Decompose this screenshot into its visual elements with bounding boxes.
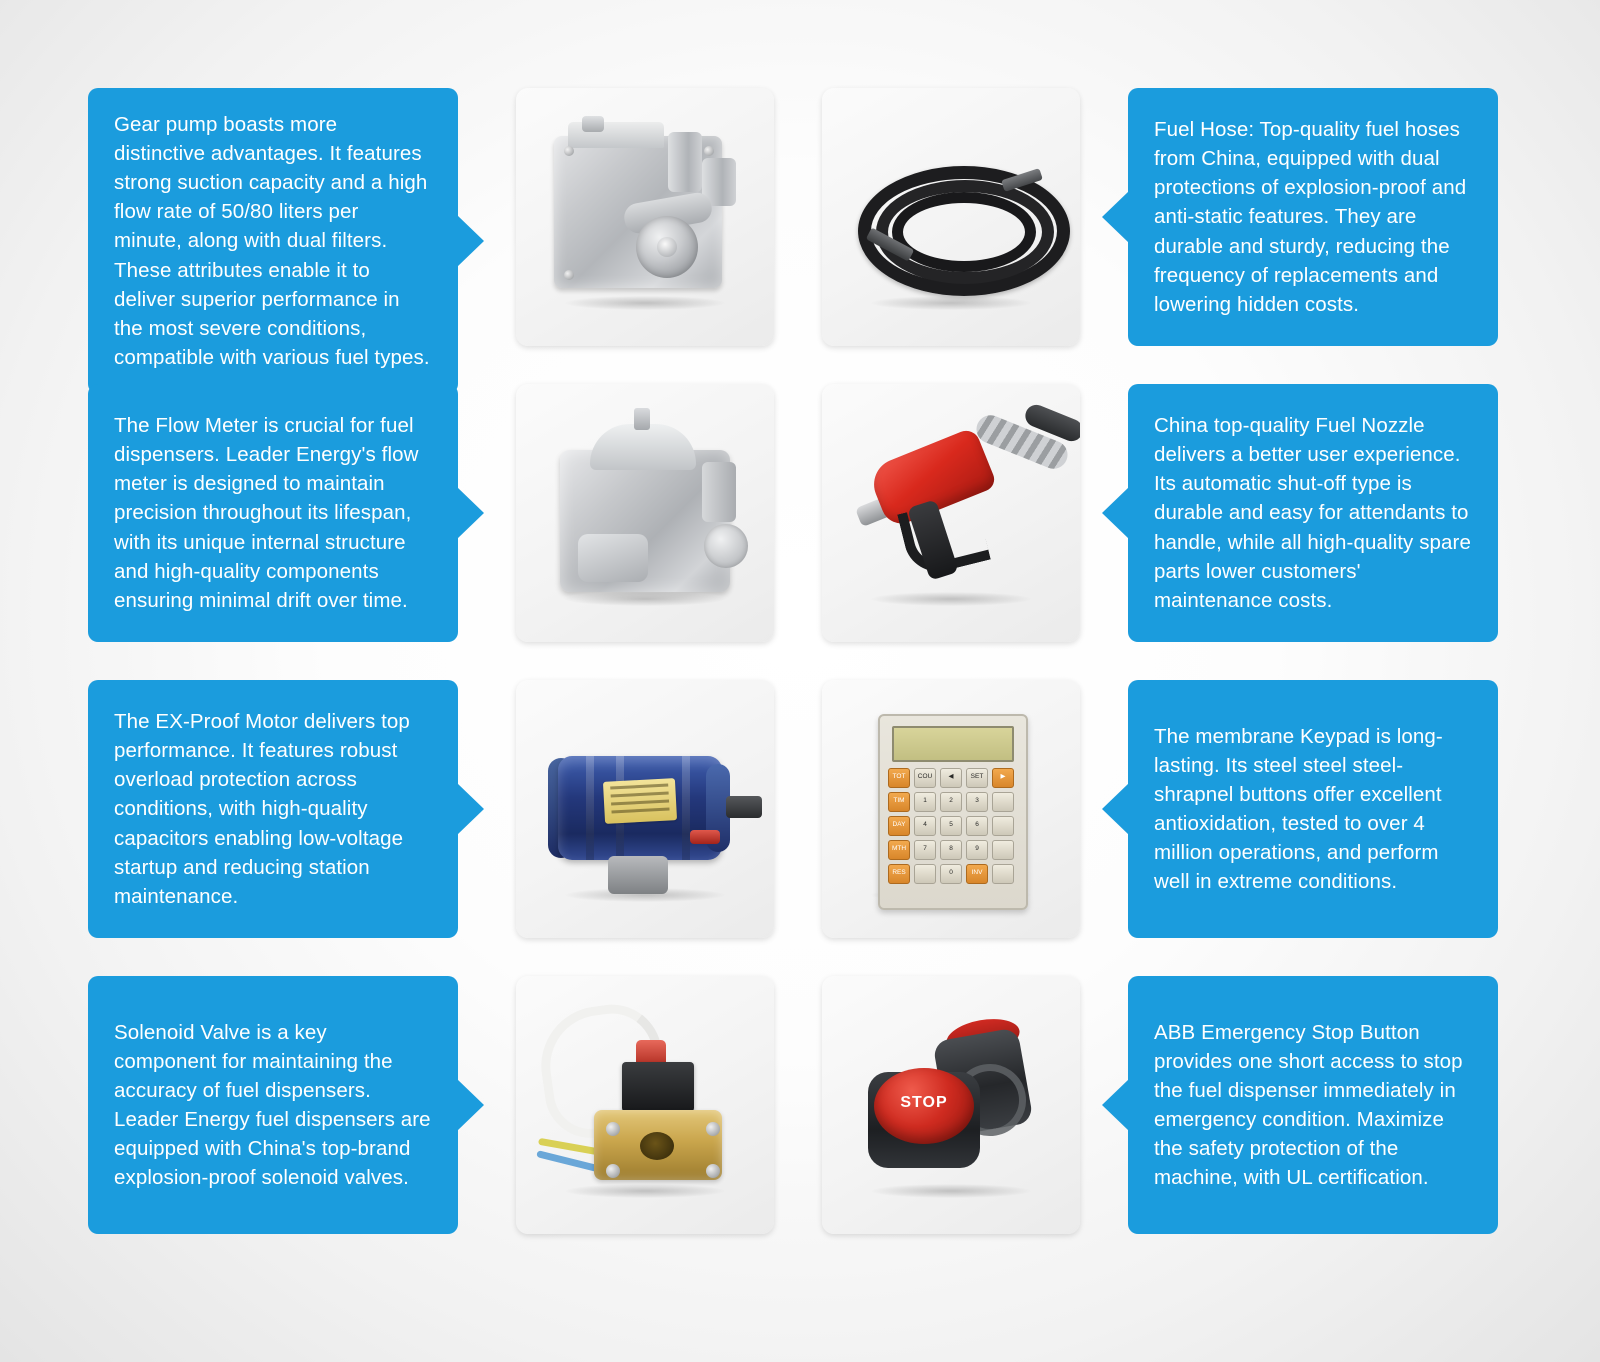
callout-ex-proof-motor [88, 680, 458, 938]
keypad-key-blank [992, 816, 1014, 836]
image-card-solenoid-valve [516, 976, 774, 1234]
motor-shaft [726, 796, 762, 818]
flow-meter-photo [516, 384, 774, 642]
callout-text: ABB Emergency Stop Button provides one short access to stop the fuel dispenser immediately in emergency condition. Maximize the safety protection of the machine, with UL certification. [1154, 1020, 1463, 1190]
callout-text: The EX-Proof Motor delivers top performance. It features robust overload protection across conditions, with high-quality capacitors enabling low-voltage startup and reducing station maintenance. [114, 710, 410, 908]
keypad-key[interactable]: ◀ [940, 768, 962, 788]
callout-membrane-keypad [1128, 680, 1498, 938]
valve-bolt [706, 1164, 720, 1178]
keypad-key[interactable]: INV [966, 864, 988, 884]
keypad-key[interactable]: 3 [966, 792, 988, 812]
valve-manual-override [636, 1040, 666, 1064]
callout-text: Fuel Hose: Top-quality fuel hoses from China, equipped with dual protections of explosion-proof and anti-static features. They are durable and sturdy, reducing the frequency of replacements and lowering hidden costs. [1154, 118, 1467, 316]
valve-bolt [606, 1164, 620, 1178]
meter-dome [590, 424, 696, 470]
stop-button-label: STOP [900, 1094, 948, 1111]
keypad-key[interactable]: SET [966, 768, 988, 788]
motor-mounting-foot [608, 856, 668, 894]
component-row [0, 976, 1600, 1254]
keypad-key-grid [888, 768, 1014, 884]
photo-shadow [871, 296, 1031, 310]
keypad-key-blank [992, 792, 1014, 812]
keypad-key[interactable]: 4 [914, 816, 936, 836]
component-row [0, 680, 1600, 958]
keypad-key[interactable]: 0 [940, 864, 962, 884]
meter-bottom-cap [578, 534, 648, 582]
callout-emergency-stop [1128, 976, 1498, 1234]
keypad-key[interactable]: 8 [940, 840, 962, 860]
component-row [0, 384, 1600, 662]
component-row [0, 88, 1600, 369]
fuel-nozzle-photo [822, 384, 1080, 642]
pump-bolt [564, 270, 574, 280]
valve-bolt [706, 1122, 720, 1136]
callout-fuel-nozzle [1128, 384, 1498, 642]
image-card-membrane-keypad [822, 680, 1080, 938]
photo-shadow [565, 1184, 725, 1198]
photo-shadow [871, 1184, 1031, 1198]
image-card-fuel-nozzle [822, 384, 1080, 642]
pump-pulley [636, 216, 698, 278]
callout-text: Solenoid Valve is a key component for maintaining the accuracy of fuel dispensers. Leader Energy fuel dispensers are equipped with China's top-brand explosion-proof solenoid valves. [114, 1020, 431, 1190]
pump-filter-a [668, 132, 702, 192]
keypad-key[interactable]: 5 [940, 816, 962, 836]
callout-text: The membrane Keypad is long-lasting. Its steel steel steel-shrapnel buttons offer excellent antioxidation, tested to over 4 million operations, and perform well in extreme conditions. [1154, 724, 1443, 894]
callout-flow-meter [88, 384, 458, 642]
gear-pump-photo [516, 88, 774, 346]
valve-bolt [606, 1122, 620, 1136]
meter-output-shaft [634, 408, 650, 430]
image-card-flow-meter [516, 384, 774, 642]
motor-fin [682, 756, 690, 860]
membrane-keypad-photo [822, 680, 1080, 938]
keypad-key[interactable]: RES [888, 864, 910, 884]
photo-shadow [565, 296, 725, 310]
motor-fin [586, 756, 594, 860]
photo-shadow [565, 592, 725, 606]
keypad-key[interactable]: COU [914, 768, 936, 788]
pump-inlet-nub [582, 116, 604, 132]
callout-text: China top-quality Fuel Nozzle delivers a better user experience. Its automatic shut-off type is durable and easy for attendants to handle, while all high-quality spare parts lower customers' maintenance costs. [1154, 414, 1471, 612]
image-card-gear-pump [516, 88, 774, 346]
image-card-fuel-hose [822, 88, 1080, 346]
keypad-key-blank [992, 864, 1014, 884]
fuel-hose-photo [822, 88, 1080, 346]
keypad-key[interactable]: 7 [914, 840, 936, 860]
callout-fuel-hose [1128, 88, 1498, 346]
keypad-key[interactable]: 2 [940, 792, 962, 812]
callout-text: The Flow Meter is crucial for fuel dispensers. Leader Energy's flow meter is designed to maintain precision throughout its lifespan, with its unique internal structure and high-quality components ensuring minimal drift over time. [114, 414, 419, 612]
photo-shadow [871, 592, 1031, 606]
hose-coil-inner [892, 192, 1036, 272]
component-grid [0, 88, 1600, 1254]
callout-text: Gear pump boasts more distinctive advantages. It features strong suction capacity and a high flow rate of 50/80 liters per minute, along with dual filters. These attributes enable it to deliver superior performance in the most severe conditions, compatible with various fuel types. [114, 113, 430, 369]
callout-gear-pump [88, 88, 458, 394]
keypad-key[interactable]: TOT [888, 768, 910, 788]
image-card-ex-proof-motor [516, 680, 774, 938]
keypad-key[interactable]: 1 [914, 792, 936, 812]
motor-nameplate [603, 778, 677, 824]
valve-solenoid-coil [622, 1062, 694, 1112]
keypad-key[interactable]: 9 [966, 840, 988, 860]
keypad-key-blank [992, 840, 1014, 860]
pump-bolt [704, 146, 714, 156]
keypad-key[interactable]: DAY [888, 816, 910, 836]
keypad-key-blank [914, 864, 936, 884]
valve-port [640, 1132, 674, 1160]
emergency-stop-photo [822, 976, 1080, 1234]
keypad-lcd-display [892, 726, 1014, 762]
solenoid-valve-photo [516, 976, 774, 1234]
keypad-key[interactable]: ▶ [992, 768, 1014, 788]
image-card-emergency-stop [822, 976, 1080, 1234]
keypad-key[interactable]: TIM [888, 792, 910, 812]
motor-terminal-cover [690, 830, 720, 844]
keypad-key[interactable]: 6 [966, 816, 988, 836]
keypad-key[interactable]: MTH [888, 840, 910, 860]
ex-proof-motor-photo [516, 680, 774, 938]
meter-side-port [702, 462, 736, 522]
meter-flange [704, 524, 748, 568]
callout-solenoid-valve [88, 976, 458, 1234]
pump-bolt [564, 146, 574, 156]
